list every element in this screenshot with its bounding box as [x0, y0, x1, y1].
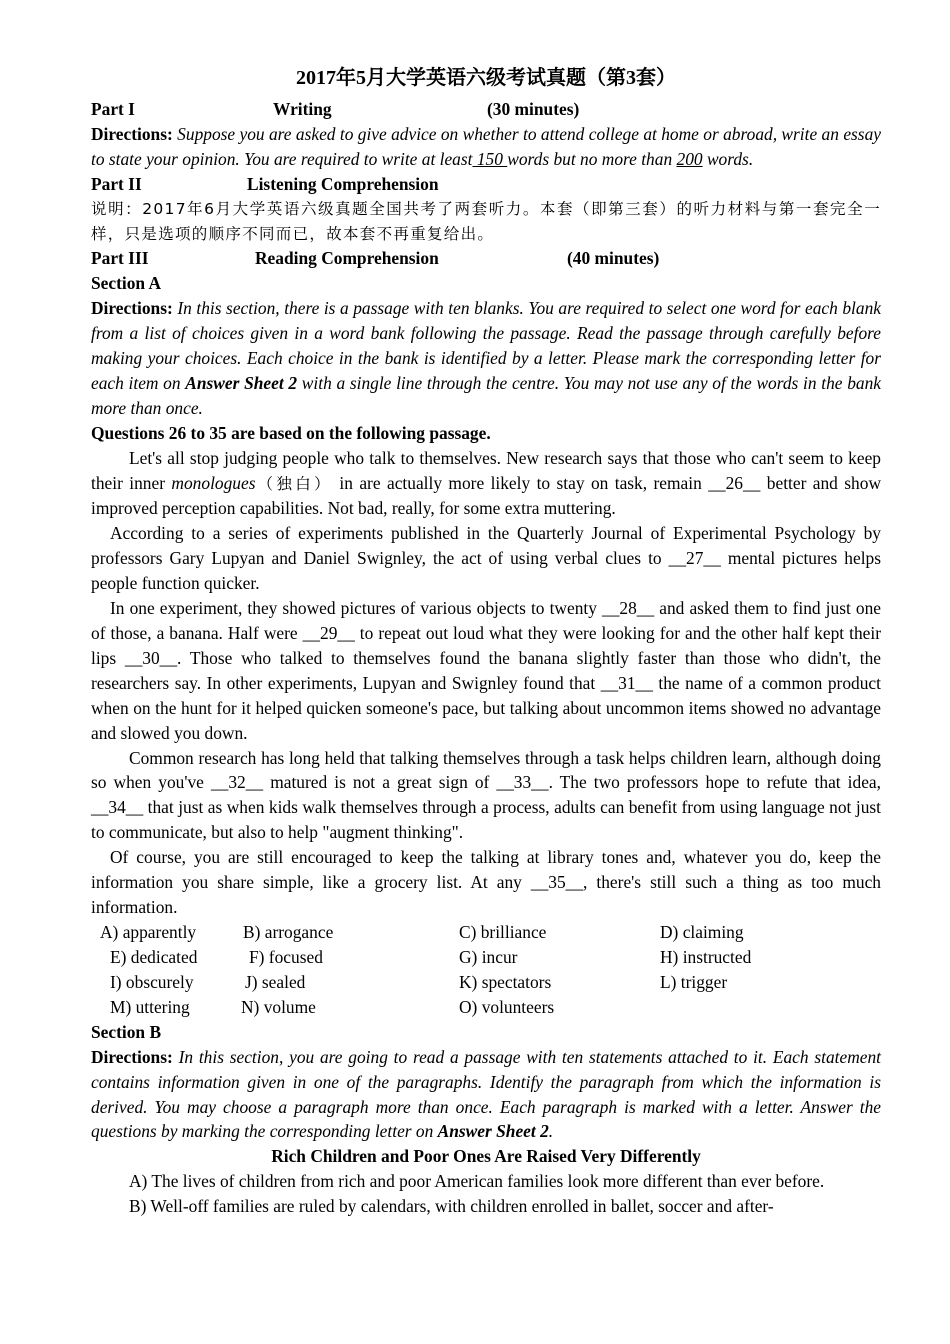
passage-paragraph-4: Common research has long held that talking themselves through a task helps children learn, although doing so when you've __32__ matured is not a great sign of __33__. The two professors hope to refute that idea, __34__ that just as when kids walk themselves through a process, adults can benefit from using language not just to communicate, but also to help "augment thinking". [91, 747, 881, 843]
passage-title: Rich Children and Poor Ones Are Raised Very Differently [271, 1146, 701, 1167]
part1-heading [91, 97, 881, 122]
document-body [91, 64, 881, 1219]
questions-heading: Questions 26 to 35 are based on the following passage. [91, 422, 491, 443]
passage-paragraph-1: Let's all stop judging people who talk to themselves. New research says that those who can't seem to keep their inner monologues（独白） in are actually more likely to stay on task, remain __26__ better and show improved perception capabilities. Not bad, really, for some extra muttering. [91, 447, 882, 519]
word-bank-option: M) uttering [110, 996, 190, 1017]
word-bank-option: D) claiming [660, 921, 744, 942]
word-bank [91, 920, 881, 1020]
word-bank-option: B) arrogance [243, 921, 334, 942]
part3-name: Reading Comprehension [255, 248, 439, 269]
section-b-paragraph-a: A) The lives of children from rich and poor American families look more different than ever before. [129, 1171, 825, 1192]
word-bank-option: A) apparently [100, 921, 197, 942]
part2-note: 说明：2017年6月大学英语六级真题全国共考了两套听力。本套（即第三套）的听力材料与第一套完全一样，只是选项的顺序不同而已，故本套不再重复给出。 [91, 199, 881, 243]
passage-paragraph-3: In one experiment, they showed pictures of various objects to twenty __28__ and asked them to find just one of those, a banana. Half were __29__ to repeat out loud what they were looking for and the other half kept their lips __30__. Those who talked to themselves found the banana slightly faster than those who didn't, the researchers say. In other experiments, Lupyan and Swignley found that __31__ the name of a common product when on the hunt for it helped quicken someone's pace, but talking about uncommon items showed no advantage and slowed you down. [91, 598, 881, 743]
word-min: 150 [472, 148, 508, 169]
section-b-paragraph-b: B) Well-off families are ruled by calendars, with children enrolled in ballet, soccer and after- [129, 1196, 774, 1217]
part1-directions: Directions: Suppose you are asked to give advice on whether to attend college at home or abroad, write an essay to state your opinion. You are required to write at least 150 words but no more than 200 words. [91, 123, 881, 169]
part2-label: Part II [91, 173, 142, 194]
section-a-label: Section A [91, 273, 162, 294]
word-bank-option: I) obscurely [110, 971, 194, 992]
word-max: 200 [676, 148, 703, 169]
part3-label: Part III [91, 248, 149, 269]
word-bank-option: N) volume [241, 996, 316, 1017]
part2-heading [91, 172, 881, 197]
word-bank-option: F) focused [249, 946, 323, 967]
part1-label: Part I [91, 99, 135, 119]
part1-name: Writing [273, 99, 332, 119]
section-a-directions: Directions: In this section, there is a passage with ten blanks. You are required to select one word for each blank from a list of choices given in a word bank following the passage. Read the passage through carefully before making your choices. Each choice in the bank is identified by a letter. Please mark the corresponding letter for each item on Answer Sheet 2 with a single line through the centre. You may not use any of the words in the bank more than once. [91, 298, 881, 418]
word-bank-option: H) instructed [660, 946, 752, 967]
passage-paragraph-2: According to a series of experiments published in the Quarterly Journal of Experimental Psychology by professors Gary Lupyan and Daniel Swignley, the act of using verbal clues to __27__ mental pictures helps people function quicker. [91, 523, 881, 594]
word-bank-option: G) incur [459, 946, 518, 967]
passage-paragraph-5: Of course, you are still encouraged to keep the talking at library tones and, whatever you do, keep the information you share simple, like a grocery list. At any __35__, there's still such a thing as too much information. [91, 847, 881, 917]
part3-heading [91, 246, 881, 271]
word-bank-option: C) brilliance [459, 921, 547, 942]
section-b-directions: Directions: In this section, you are going to read a passage with ten statements attached to it. Each statement contains information given in one of the paragraphs. Identify the paragraph from which the information is derived. You may choose a paragraph more than once. Each paragraph is marked with a letter. Answer the questions by marking the corresponding letter on Answer Sheet 2. [91, 1046, 881, 1142]
word-bank-option: E) dedicated [110, 946, 198, 967]
word-bank-option: O) volunteers [459, 996, 555, 1017]
part3-time: (40 minutes) [567, 248, 660, 269]
part2-name: Listening Comprehension [247, 173, 439, 194]
word-bank-option: K) spectators [459, 971, 552, 992]
word-bank-option: J) sealed [245, 971, 306, 992]
page-title: 2017年5月大学英语六级考试真题（第3套） [296, 67, 676, 89]
section-b-label: Section B [91, 1021, 162, 1042]
part1-time: (30 minutes) [487, 99, 580, 119]
word-bank-option: L) trigger [660, 971, 728, 992]
